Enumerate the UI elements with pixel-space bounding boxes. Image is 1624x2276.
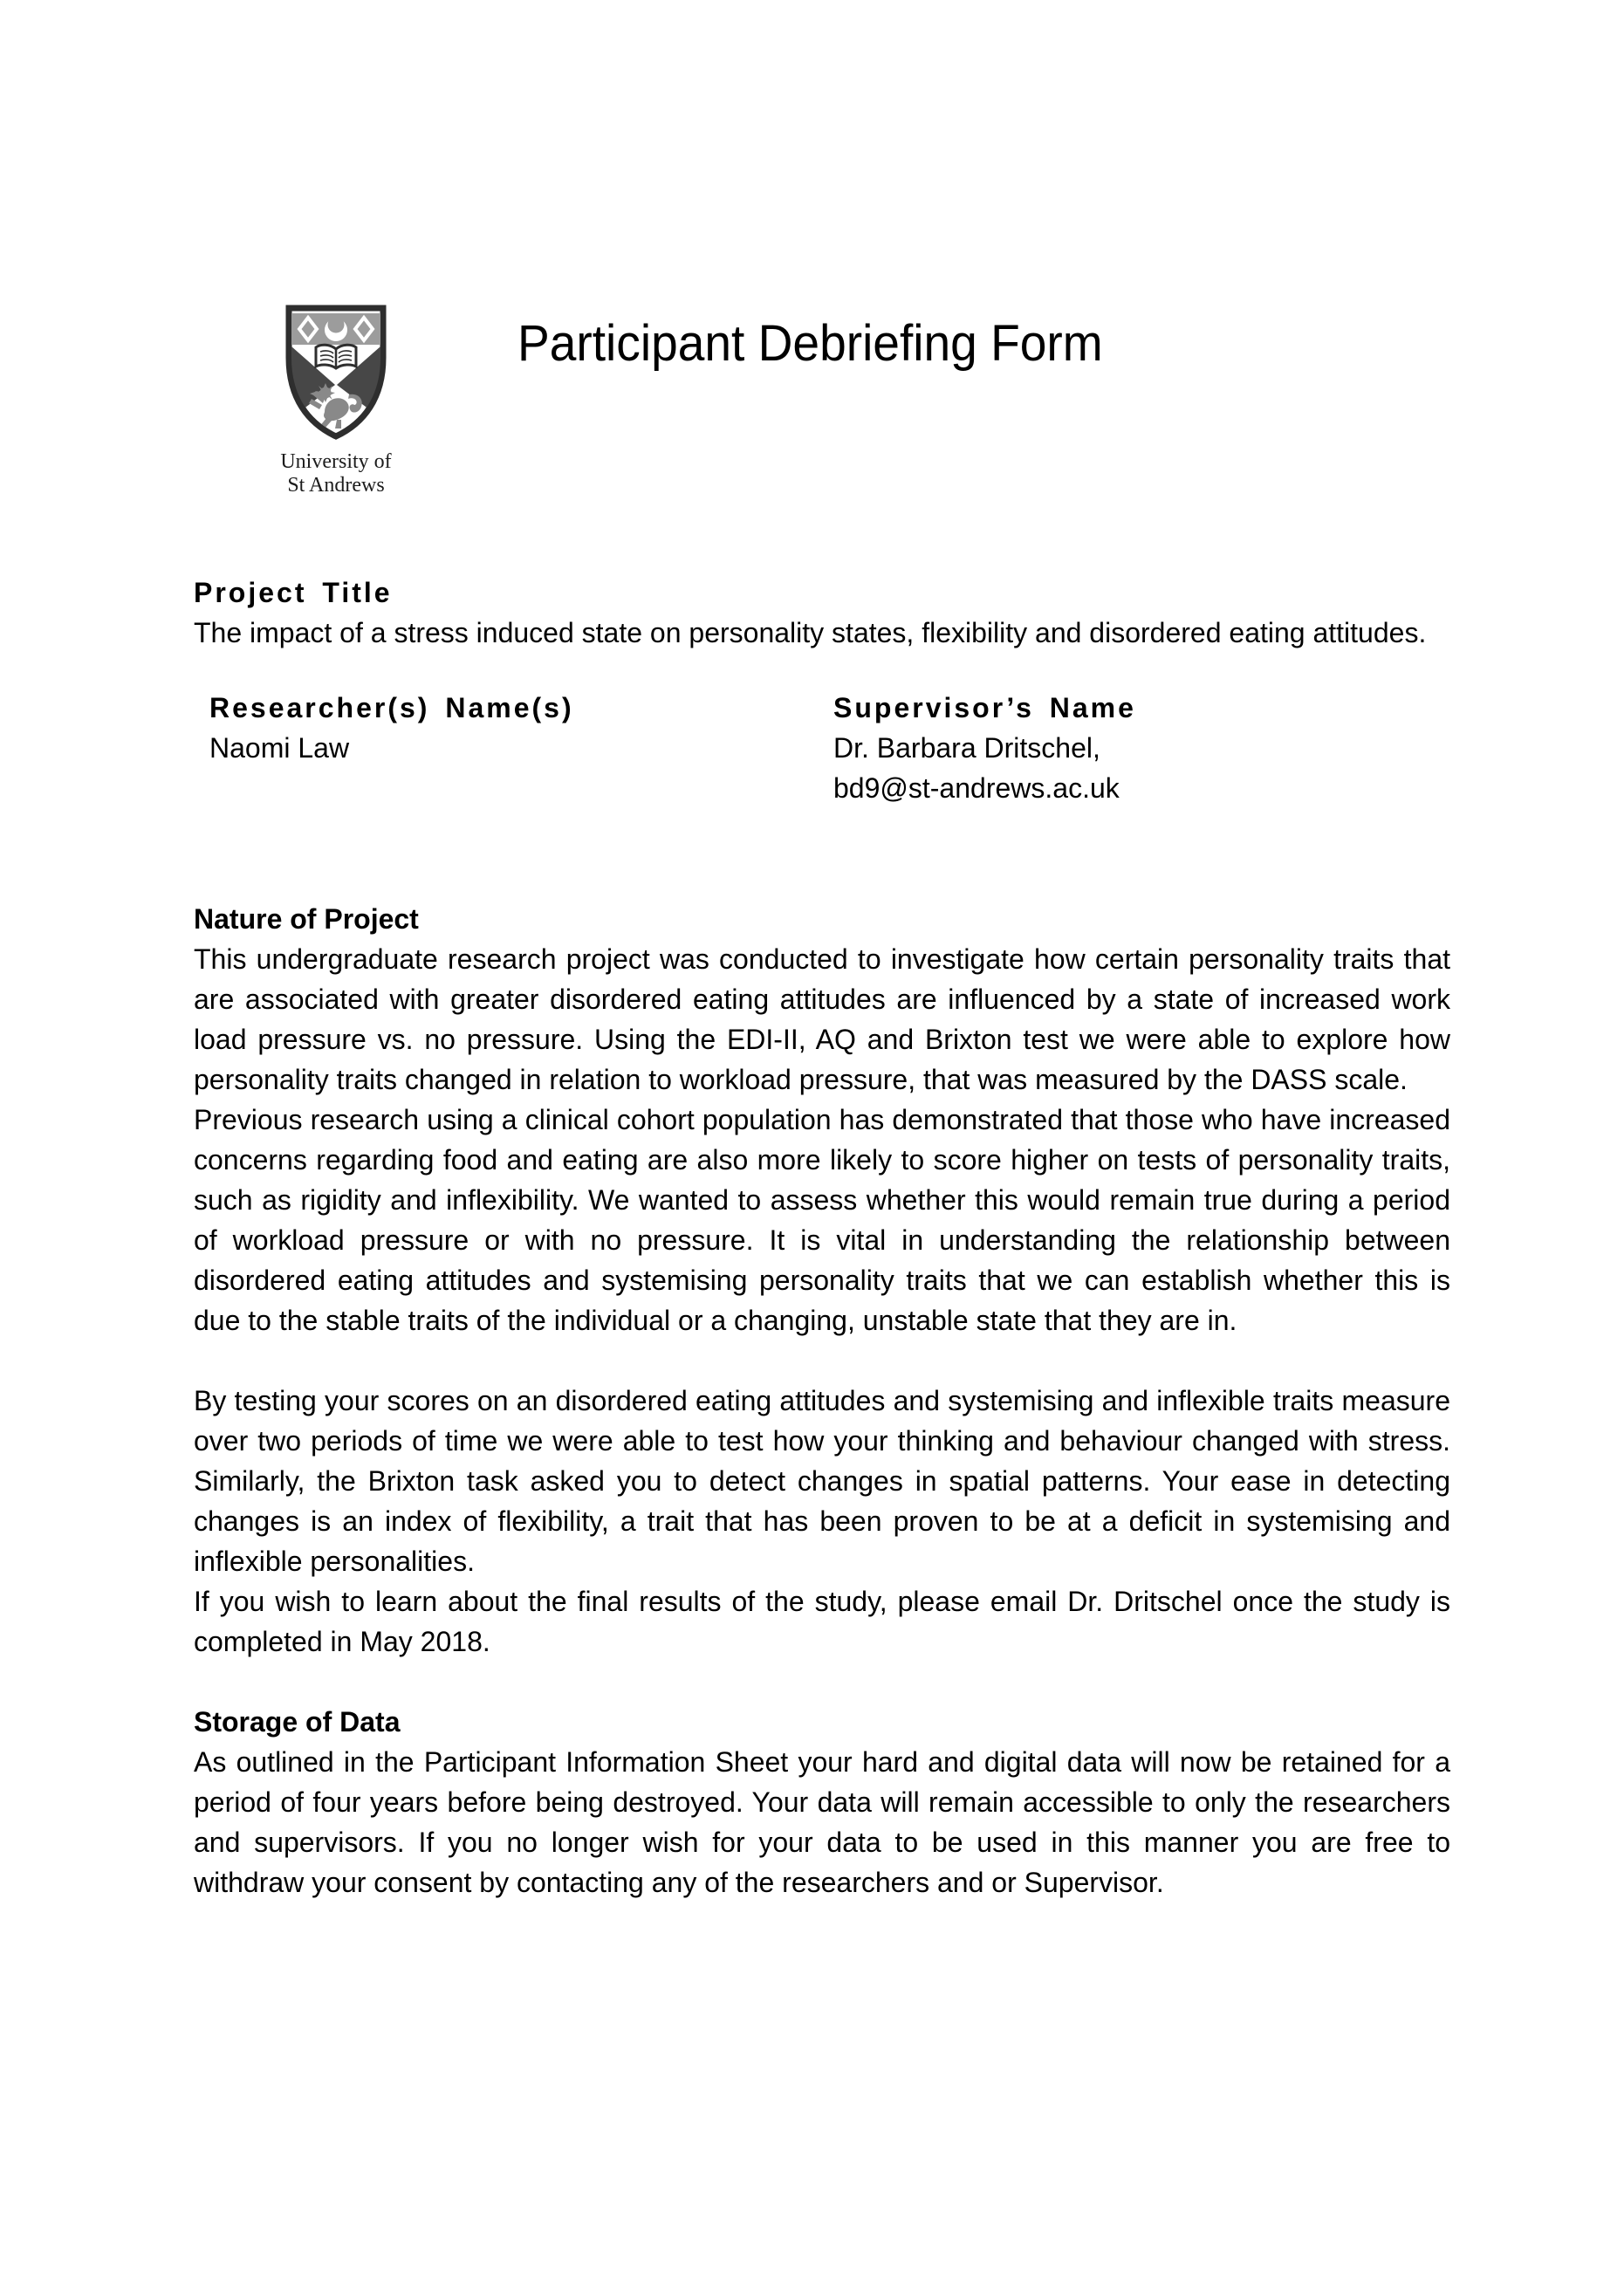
researchers-name: Naomi Law [209,732,350,764]
researchers-heading: Researcher(s) Name(s) [209,692,574,723]
university-logo [266,304,406,497]
nature-heading: Nature of Project [194,903,419,935]
nature-paragraph-4: If you wish to learn about the final results of the study, please email Dr. Dritschel once the study is completed in May 2018. [194,1586,1450,1657]
storage-paragraph: As outlined in the Participant Information Sheet your hard and digital data will now be retained for a period of four years before being destroyed. Your data will remain accessible to only the researchers and supervisors. If you no longer wish for your data to be used in this manner you are free to withdraw your consent by contacting any of the researchers and or Supervisor. [194,1746,1450,1898]
page-title: Participant Debriefing Form [517,315,1103,372]
crest-open-book-icon [316,345,356,368]
supervisor-column [833,688,1450,808]
logo-caption [266,450,406,497]
st-andrews-crest-logo [279,304,393,445]
nature-paragraph-2: Previous research using a clinical cohort population has demonstrated that those who have increased concerns regarding food and eating are also more likely to score higher on tests of personality traits, such as rigidity and inflexibility. We wanted to assess whether this would remain true during a period of workload pressure or with no pressure. It is vital in understanding the relationship between disordered eating attitudes and systemising personality traits that we can establish whether this is due to the stable traits of the individual or a changing, unstable state that they are in. [194,1104,1450,1336]
project-title-heading: Project Title [194,577,393,608]
people-table [194,688,1450,808]
logo-caption-line1: University of [280,450,392,473]
logo-caption-line2: St Andrews [287,474,385,497]
section-project-title [194,572,1450,653]
header [194,304,1450,497]
section-storage-of-data [194,1702,1450,1902]
project-title-text: The impact of a stress induced state on personality states, flexibility and disordered eating attitudes. [194,617,1427,648]
researchers-column [209,688,833,808]
supervisor-name: Dr. Barbara Dritschel, [833,732,1100,764]
nature-paragraph-1: This undergraduate research project was conducted to investigate how certain personality traits that are associated with greater disordered eating attitudes are influenced by a state of increased work load pressure vs. no pressure. Using the EDI-II, AQ and Brixton test we were able to explore how personality traits changed in relation to workload pressure, that was measured by the DASS scale. [194,943,1450,1095]
section-nature-of-project [194,899,1450,1662]
storage-heading: Storage of Data [194,1706,401,1738]
nature-paragraph-3: By testing your scores on an disordered eating attitudes and systemising and inflexible traits measure over two periods of time we were able to test how your thinking and behaviour changed with stress. Similarly, the Brixton task asked you to detect changes in spatial patterns. Your ease in detecting changes is an index of flexibility, a trait that has been proven to be at a deficit in systemising and inflexible personalities. [194,1385,1450,1577]
supervisor-heading: Supervisor’s Name [833,692,1136,723]
supervisor-email: bd9@st-andrews.ac.uk [833,772,1120,804]
